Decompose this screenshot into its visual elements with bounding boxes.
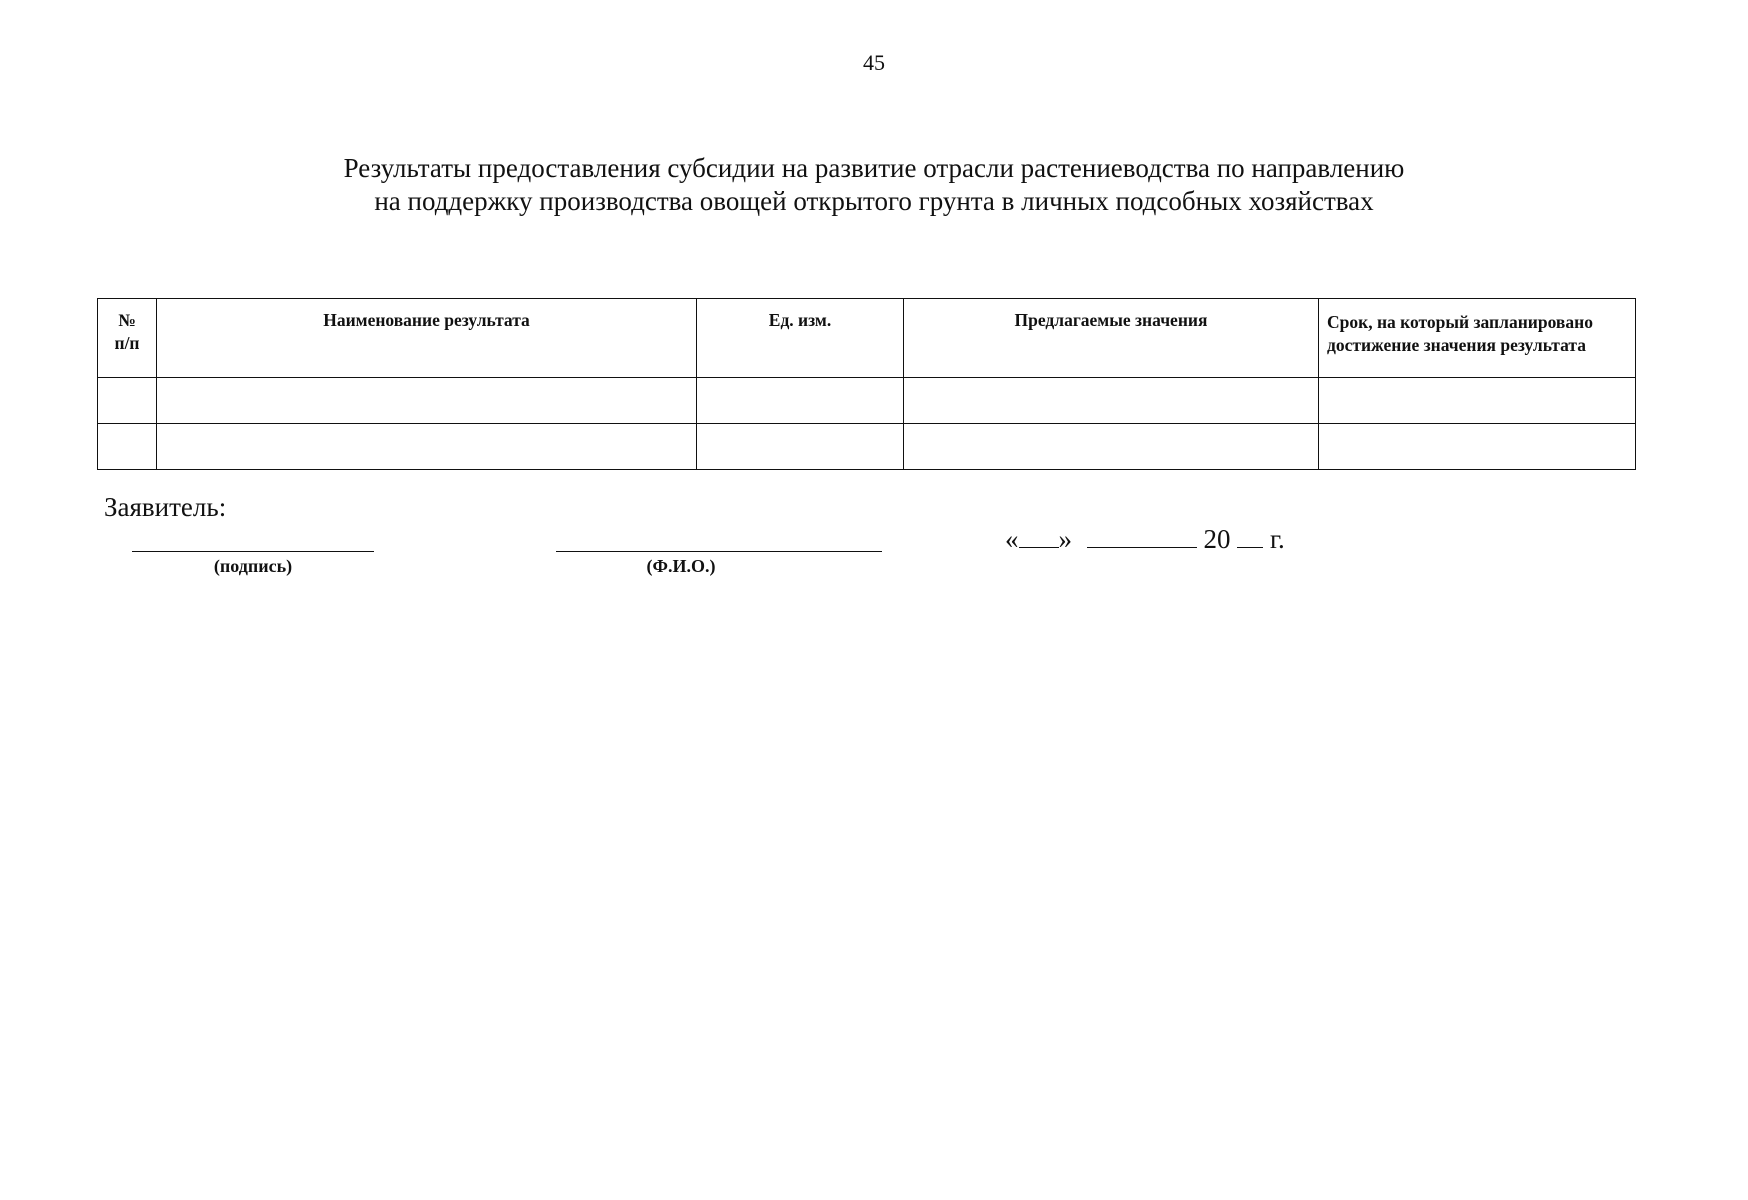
full-name-line — [556, 551, 882, 552]
year-blank — [1237, 525, 1263, 548]
header-result-name: Наименование результата — [157, 299, 697, 378]
header-number — [98, 299, 157, 378]
date-open-quote: « — [1005, 524, 1019, 554]
applicant-label: Заявитель: — [104, 492, 227, 522]
table-cell — [1319, 424, 1636, 470]
table-row — [98, 378, 1636, 424]
date-field — [1005, 524, 1285, 555]
year-prefix: 20 — [1203, 524, 1231, 554]
table-cell — [98, 378, 157, 424]
table-cell — [98, 424, 157, 470]
header-number-line-2: п/п — [114, 333, 140, 353]
table-cell — [904, 378, 1319, 424]
day-blank — [1019, 525, 1059, 548]
full-name-caption: (Ф.И.О.) — [646, 556, 716, 576]
results-table — [97, 298, 1636, 470]
header-number-line-1: № — [118, 310, 136, 330]
table-row — [98, 424, 1636, 470]
table-cell — [1319, 378, 1636, 424]
table-cell — [157, 424, 697, 470]
date-close-quote: » — [1058, 524, 1072, 554]
year-suffix: г. — [1270, 524, 1285, 554]
header-term-line-1: Срок, на который запланировано — [1327, 312, 1593, 332]
table-header-row — [98, 299, 1636, 378]
table-cell — [904, 424, 1319, 470]
signature-line — [132, 551, 374, 552]
table-cell — [697, 378, 904, 424]
signature-caption: (подпись) — [213, 556, 293, 576]
header-term — [1319, 299, 1636, 378]
document-title — [200, 152, 1548, 218]
header-term-line-2: достижение значения результата — [1327, 335, 1586, 355]
table-cell — [157, 378, 697, 424]
page-number: 45 — [863, 50, 885, 75]
title-line-1: Результаты предоставления субсидии на развитие отрасли растениеводства по направлению — [343, 153, 1405, 183]
header-proposed-values: Предлагаемые значения — [904, 299, 1319, 378]
header-unit: Ед. изм. — [697, 299, 904, 378]
table-cell — [697, 424, 904, 470]
month-blank — [1087, 525, 1197, 548]
title-line-2: на поддержку производства овощей открытого грунта в личных подсобных хозяйствах — [374, 186, 1374, 216]
